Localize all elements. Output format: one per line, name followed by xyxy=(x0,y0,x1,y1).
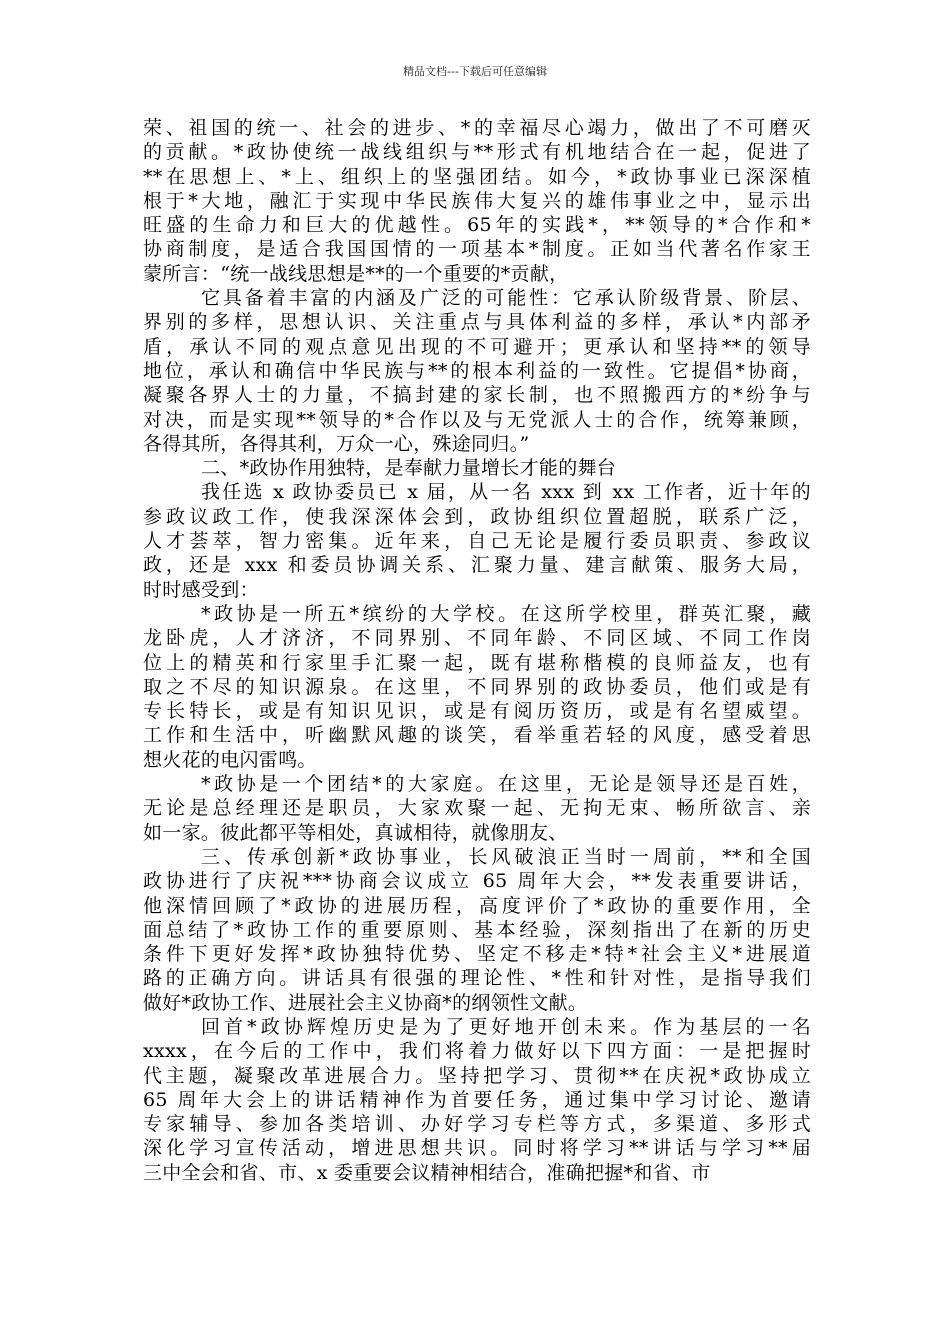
text-line: 旺盛的生命力和巨大的优越性。65年的实践*，**领导的*合作和* xyxy=(143,214,811,237)
paragraph xyxy=(143,602,811,772)
text-line: 时时感受到： xyxy=(143,578,259,601)
text-line: 他深情回顾了*政协的进展历程，高度评价了*政协的重要作用，全 xyxy=(143,894,811,917)
text-line: 参政议政工作，使我深深体会到，政协组织位置超脱，联系广泛， xyxy=(143,505,811,528)
text-line: 地位，承认和确信中华民族与**的根本利益的一致性。它提倡*协商， xyxy=(143,359,811,382)
text-line: 做好*政协工作、进展社会主义协商*的纲领性文献。 xyxy=(143,991,588,1014)
text-line: 对决，而是实现**领导的*合作以及与无党派人士的合作，统筹兼顾， xyxy=(143,408,811,431)
paragraph xyxy=(143,116,811,286)
text-line: 深化学习宣传活动，增进思想共识。同时将学习**讲话与学习**届 xyxy=(143,1137,811,1160)
document-body xyxy=(143,116,811,1185)
text-line: 协商制度，是适合我国国情的一项基本*制度。正如当代著名作家王 xyxy=(143,238,811,261)
text-line: 荣、祖国的统一、社会的进步、*的幸福尽心竭力，做出了不可磨灭 xyxy=(143,117,811,139)
text-line: 三中全会和省、市、x 委重要会议精神相结合，准确把握*和省、市 xyxy=(143,1161,711,1184)
text-line: 政，还是 xxx 和委员协调关系、汇聚力量、建言献策、服务大局， xyxy=(143,554,811,577)
text-line: 路的正确方向。讲话具有很强的理论性、*性和针对性，是指导我们 xyxy=(143,967,811,990)
text-line: *政协是一所五*缤纷的大学校。在这所学校里，群英汇聚，藏 xyxy=(201,602,811,625)
text-line: 条件下更好发挥*政协独特优势、坚定不移走*特*社会主义*进展道 xyxy=(143,943,811,966)
text-line: 无论是总经理还是职员，大家欢聚一起、无拘无束、畅所欲言、亲 xyxy=(143,797,811,820)
text-line: 65 周年大会上的讲话精神作为首要任务，通过集中学习讨论、邀请 xyxy=(143,1088,811,1111)
text-line: 蒙所言：“统一战线思想是**的一个重要的*贡献， xyxy=(143,262,569,285)
paragraph xyxy=(143,772,811,845)
text-line: 回首*政协辉煌历史是为了更好地开创未来。作为基层的一名 xyxy=(201,1015,811,1038)
text-line: 根于*大地，融汇于实现中华民族伟大复兴的雄伟事业之中，显示出 xyxy=(143,189,811,212)
text-line: xxxx，在今后的工作中，我们将着力做好以下四方面：一是把握时 xyxy=(143,1040,811,1063)
page-header: 精品文档---下载后可任意编辑 xyxy=(403,65,547,78)
text-line: 人才荟萃，智力密集。近年来，自己无论是履行委员职责、参政议 xyxy=(143,530,811,553)
text-line: 龙卧虎，人才济济，不同界别、不同年龄、不同区域、不同工作岗 xyxy=(143,627,811,650)
text-line: 专长特长，或是有知识见识，或是有阅历资历，或是有名望威望。 xyxy=(143,700,811,723)
text-line: *政协是一个团结*的大家庭。在这里，无论是领导还是百姓， xyxy=(201,773,811,796)
text-line: 想火花的电闪雷鸣。 xyxy=(143,748,317,771)
text-line: 三、传承创新*政协事业，长风破浪正当时一周前，**和全国 xyxy=(201,845,811,868)
paragraph xyxy=(143,286,811,456)
text-line: 面总结了*政协工作的重要原则、基本经验，深刻指出了在新的历史 xyxy=(143,918,811,941)
text-line: 位上的精英和行家里手汇聚一起，既有堪称楷模的良师益友，也有 xyxy=(143,651,811,674)
text-line: 代主题，凝聚改革进展合力。坚持把学习、贯彻**在庆祝*政协成立 xyxy=(143,1064,811,1087)
text-line: 界别的多样，思想认识、关注重点与具体利益的多样，承认*内部矛 xyxy=(143,311,811,334)
text-line: 我任选 x 政协委员已 x 届，从一名 xxx 到 xx 工作者，近十年的 xyxy=(201,481,811,504)
text-line: 的贡献。*政协使统一战线组织与**形式有机地结合在一起，促进了 xyxy=(143,141,811,164)
text-line: 盾，承认不同的观点意见出现的不可避开；更承认和坚持**的领导 xyxy=(143,335,811,358)
paragraph xyxy=(143,1015,811,1185)
paragraph xyxy=(143,480,811,601)
text-line: 如一家。彼此都平等相处，真诚相待，就像朋友、 xyxy=(143,821,568,844)
text-line: 它具备着丰富的内涵及广泛的可能性：它承认阶级背景、阶层、 xyxy=(201,287,811,310)
text-line: 取之不尽的知识源泉。在这里，不同界别的政协委员，他们或是有 xyxy=(143,675,811,698)
paragraph xyxy=(143,456,811,480)
text-line: 政协进行了庆祝***协商会议成立 65 周年大会，**发表重要讲话， xyxy=(143,870,811,893)
text-line: 凝聚各界人士的力量，不搞封建的家长制，也不照搬西方的*纷争与 xyxy=(143,384,811,407)
text-line: 二、*政协作用独特，是奉献力量增长才能的舞台 xyxy=(201,457,617,480)
text-line: 工作和生活中，听幽默风趣的谈笑，看举重若轻的风度，感受着思 xyxy=(143,724,811,747)
paragraph xyxy=(143,845,811,1015)
text-line: **在思想上、*上、组织上的坚强团结。如今，*政协事业已深深植 xyxy=(143,165,811,188)
text-line: 各得其所，各得其利，万众一心，殊途同归。” xyxy=(143,432,530,455)
text-line: 专家辅导、参加各类培训、办好学习专栏等方式，多渠道、多形式 xyxy=(143,1113,811,1136)
